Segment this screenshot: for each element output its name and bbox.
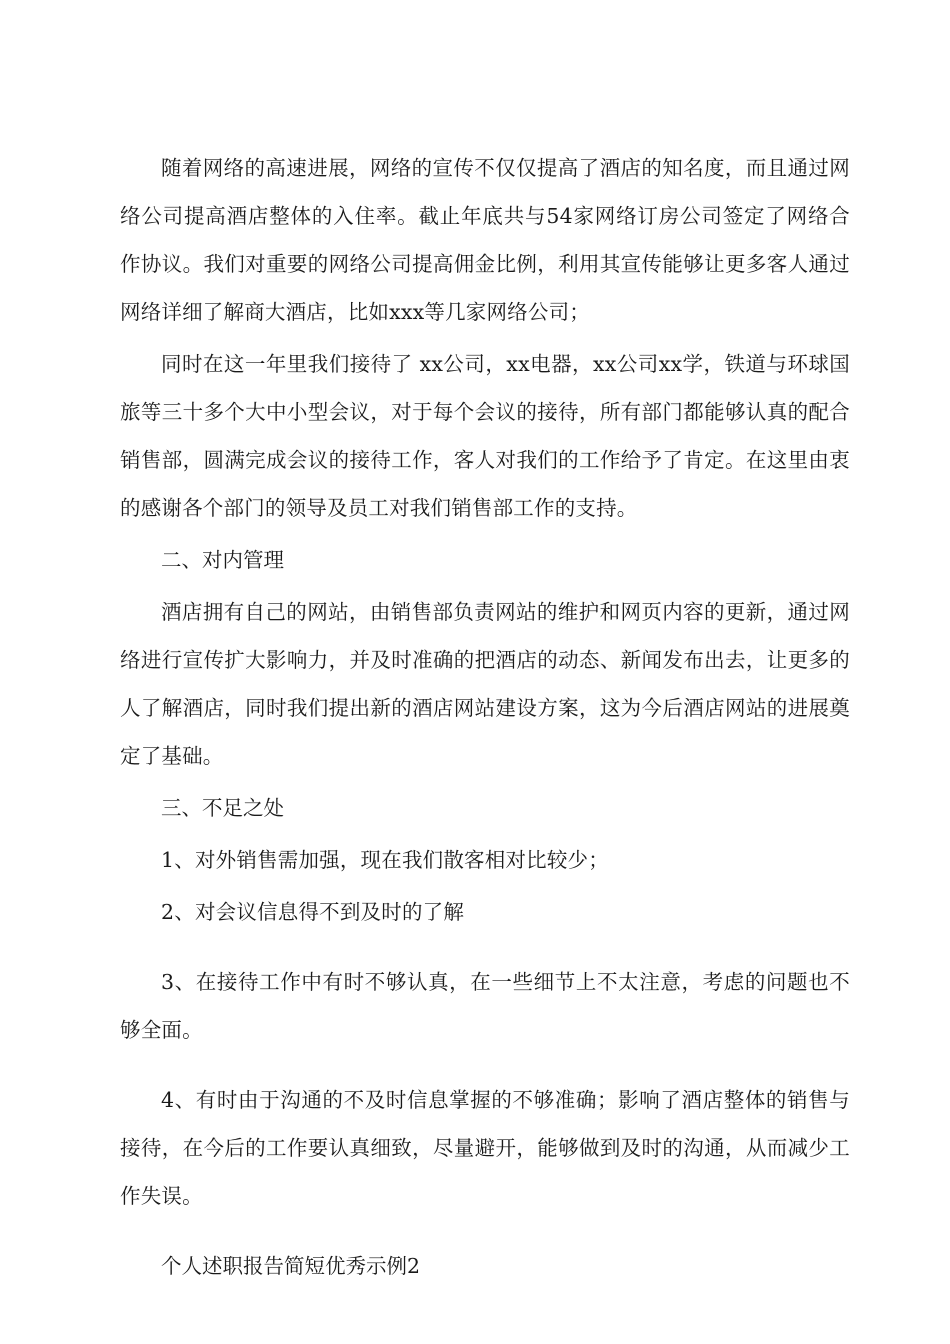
list-item-3: 3、在接待工作中有时不够认真，在一些细节上不太注意，考虑的问题也不够全面。 — [120, 970, 850, 1042]
list-item-1: 1、对外销售需加强，现在我们散客相对比较少； — [161, 848, 609, 872]
list-item-4: 4、有时由于沟通的不及时信息掌握的不够准确；影响了酒店整体的销售与接待，在今后的工作要认真细致，尽量避开，能够做到及时的沟通，从而减少工作失误。 — [120, 1088, 850, 1208]
example-title-2: 个人述职报告简短优秀示例2 — [161, 1254, 421, 1278]
paragraph-website: 酒店拥有自己的网站，由销售部负责网站的维护和网页内容的更新，通过网络进行宣传扩大影响力，并及时准确的把酒店的动态、新闻发布出去，让更多的人了解酒店，同时我们提出新的酒店网站建设方案，这为今后酒店网站的进展奠定了基础。 — [120, 600, 850, 768]
paragraph-conference-reception: 同时在这一年里我们接待了 xx公司，xx电器，xx公司xx学，铁道与环球国旅等三十多个大中小型会议，对于每个会议的接待，所有部门都能够认真的配合销售部，圆满完成会议的接待工作，客人对我们的工作给予了肯定。在这里由衷的感谢各个部门的领导及员工对我们销售部工作的支持。 — [120, 352, 850, 520]
list-item-2: 2、对会议信息得不到及时的了解 — [161, 900, 465, 924]
section-heading-internal-management: 二、对内管理 — [161, 548, 284, 572]
document-page — [120, 144, 850, 1294]
paragraph-online-promotion: 随着网络的高速进展，网络的宣传不仅仅提高了酒店的知名度，而且通过网络公司提高酒店整体的入住率。截止年底共与54家网络订房公司签定了网络合作协议。我们对重要的网络公司提高佣金比例，利用其宣传能够让更多客人通过网络详细了解商大酒店，比如xxx等几家网络公司； — [120, 156, 850, 324]
section-heading-shortcomings: 三、不足之处 — [161, 796, 284, 820]
